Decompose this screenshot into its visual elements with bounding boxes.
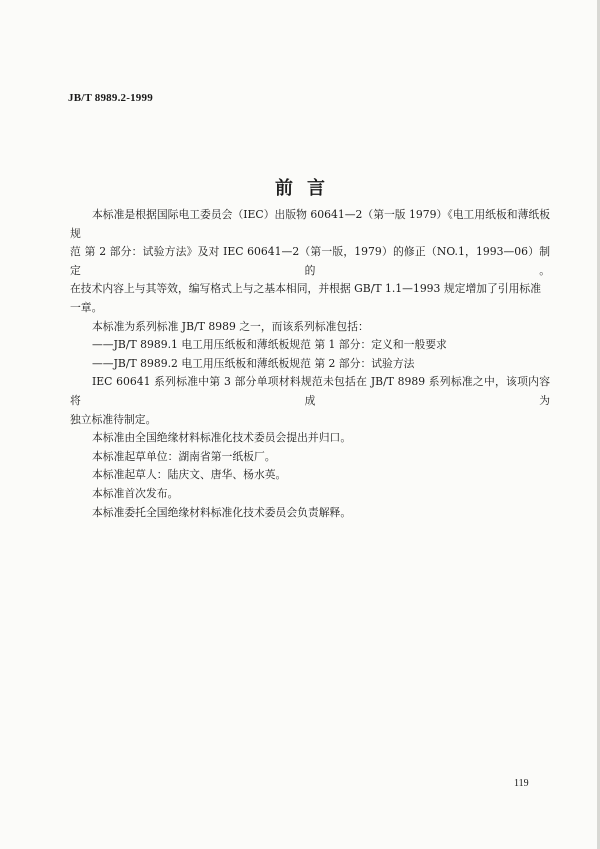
paragraph-1-line-2: 范 第 2 部分：试验方法》及对 IEC 60641—2（第一版，1979）的修正（NO.1，1993—06）制定的。: [70, 245, 550, 277]
paragraph-1-line-1: 本标准是根据国际电工委员会（IEC）出版物 60641—2（第一版 1979）《电工用纸板和薄纸板规: [70, 208, 550, 240]
paragraph-5-line-1: IEC 60641 系列标准中第 3 部分单项材料规范未包括在 JB/T 8989 系列标准之中，该项内容将成为: [70, 375, 550, 407]
list-item-8989-2: ——JB/T 8989.2 电工用压纸板和薄纸板规范 第 2 部分：试验方法: [92, 356, 415, 370]
paragraph-6: 本标准由全国绝缘材料标准化技术委员会提出并归口。: [92, 431, 352, 445]
standard-code: JB/T 8989.2-1999: [68, 92, 153, 104]
foreword-body: [70, 206, 550, 522]
page-number: 119: [514, 778, 529, 789]
paragraph-10: 本标准委托全国绝缘材料标准化技术委员会负责解释。: [92, 505, 352, 519]
paragraph-8: 本标准起草人：陆庆文、唐华、杨水英。: [92, 468, 287, 482]
paragraph-5-line-2: 独立标准待制定。: [70, 412, 157, 426]
paragraph-9: 本标准首次发布。: [92, 486, 179, 500]
paragraph-7: 本标准起草单位：湖南省第一纸板厂。: [92, 449, 276, 463]
paragraph-2: 本标准为系列标准 JB/T 8989 之一，而该系列标准包括：: [92, 319, 369, 333]
page-title: 前言: [275, 178, 339, 199]
paragraph-1-line-3: 在技术内容上与其等效，编写格式上与之基本相同，并根据 GB/T 1.1—1993 规定增加了引用标准一章。: [70, 282, 542, 314]
list-item-8989-1: ——JB/T 8989.1 电工用压纸板和薄纸板规范 第 1 部分：定义和一般要求: [92, 338, 447, 352]
